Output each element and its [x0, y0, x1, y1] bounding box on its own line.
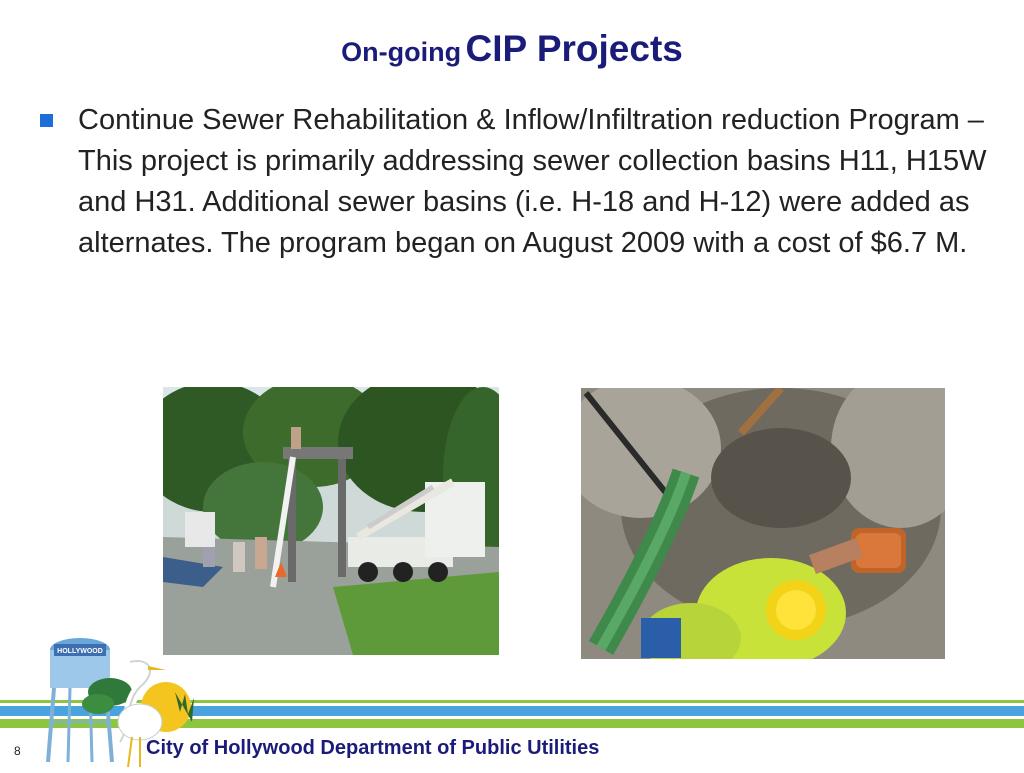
sewer-truck-photo	[163, 387, 499, 655]
bullet-item: Continue Sewer Rehabilitation & Inflow/Infiltration reduction Program – This project is primarily addressing sewer collection basins H11, H15W and H31. Additional sewer basins (i.e. H-18 and H-12) were added as alternates. The program began on August 2009 with a cost of $6.7 M.	[78, 104, 987, 259]
title-main: CIP Projects	[465, 28, 683, 69]
logo-text: HOLLYWOOD	[57, 648, 103, 655]
slide-title	[0, 28, 1024, 70]
page-number: 8	[14, 744, 21, 758]
footer-organization: City of Hollywood Department of Public Utilities	[146, 737, 600, 759]
title-prefix: On-going	[341, 37, 462, 67]
bullet-list	[40, 100, 990, 264]
bullet-square-icon	[40, 114, 53, 127]
pipe-excavation-photo	[581, 388, 945, 659]
